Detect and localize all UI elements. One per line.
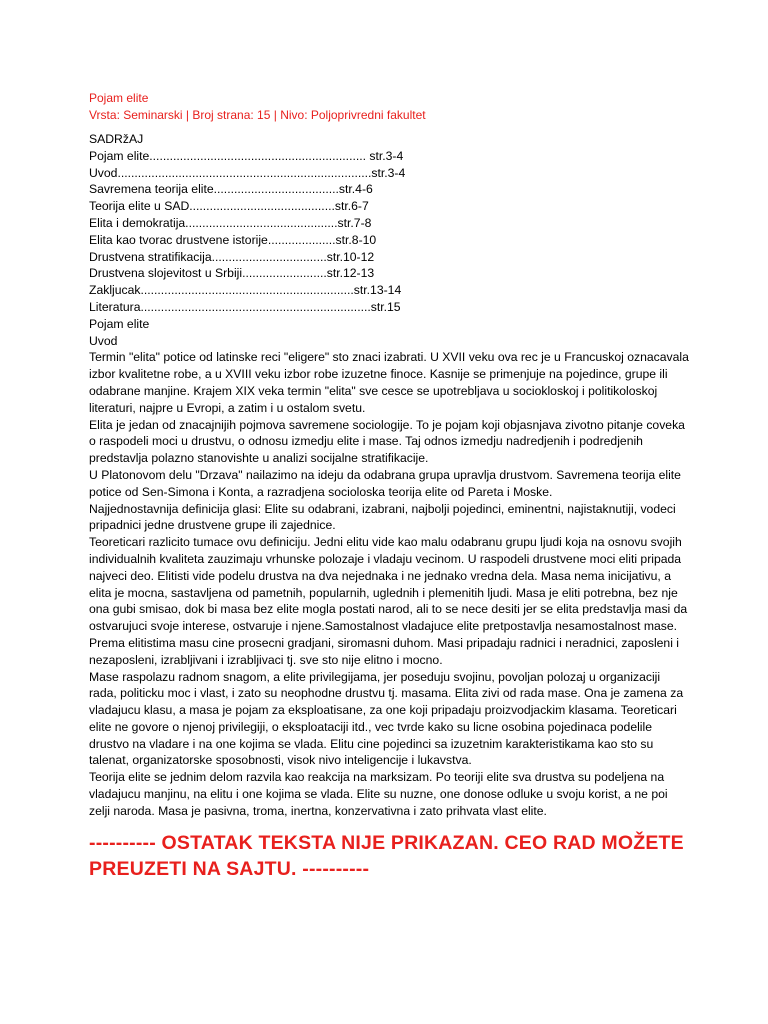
- document-meta: [89, 90, 689, 124]
- toc-heading: SADRžAJ: [89, 132, 144, 146]
- toc-item: Savremena teorija elite.....................................str.4-6: [89, 182, 373, 197]
- table-of-contents: [89, 131, 689, 316]
- meta-info: Vrsta: Seminarski | Broj strana: 15 | Nivo: Poljoprivredni fakultet: [89, 108, 426, 122]
- paragraph: Mase raspolazu radnom snagom, a elite privilegijama, jer poseduju svojinu, povoljan polozaj u organizaciji rada, politicku moc i vlast, i zato su neophodne drustvu tj. masama. Elita zivi od rada mase. Ona je zamena za vladajucu klasu, a masa je pojam za eksploatisane, za one koji pripadaju proizvodjackim klasama. Teoreticari elite ne govore o njenoj privilegiji, o eksploataciji itd., vec tvrde kako su licne osobina pojedinaca podelile drustvo na vladare i na one kojima se vlada. Elitu cine pojedinci sa izuzetnim karakteristikama kao sto su talenat, organizatorske sposobnosti, visok nivo inteligencije i lukavstva.: [89, 669, 684, 768]
- toc-item: Drustvena stratifikacija..................................str.10-12: [89, 249, 375, 264]
- toc-item: Drustvena slojevitost u Srbiji.........................str.12-13: [89, 266, 375, 281]
- toc-item: Elita kao tvorac drustvene istorije....................str.8-10: [89, 232, 377, 247]
- paragraph: Teoreticari razlicito tumace ovu definiciju. Jedni elitu vide kao malu odabranu grupu ljudi koja na osnovu svojih individualnih kvaliteta zauzimaju vrhunske polozaje i vladaju vecinom. U raspodeli drustvene moci eliti pripada najveci deo. Elitisti vide podelu drustva na dva nejednaka i ne jednako vredna dela. Masa nema inicijativu, a elita je mocna, sastavljena od pametnih, popularnih, uglednih i plemenitih ljudi. Masa je eliti potrebna, bez nje ona gubi smisao, dok bi masa bez elite mogla postati narod, ali to se nece desiti jer se elita predstavlja masi da ostvarujuci svoje interese, ostvaruje i njene.Samostalnost vladajuce elite pretpostavlja nesamostalnost mase.: [89, 535, 688, 634]
- paragraph: Termin "elita" potice od latinske reci "eligere" sto znaci izabrati. U XVII veku ova rec je u Francuskoj oznacavala izbor kvalitetne robe, a u XVIII veku izbor robe izuzetne finoce. Kasnije se primenjuje na pojedince, grupe ili odabrane manjine. Krajem XIX veka termin "elita" sve cesce se upotrebljava u sociokloskoj i politikoloskoj literaturi, najpre u Evropi, a zatim i u ostalom svetu.: [89, 350, 689, 415]
- paragraph: U Platonovom delu "Drzava" nailazimo na ideju da odabrana grupa upravlja drustvom. Savremena teorija elite potice od Sen-Simona i Konta, a razradjena socioloska teorija elite od Pareta i Moske.: [89, 467, 681, 499]
- meta-title: Pojam elite: [89, 91, 149, 105]
- paragraph: Elita je jedan od znacajnijih pojmova savremene sociologije. To je pojam koji objasnjava zivotno pitanje coveka o raspodeli moci u drustvu, o odnosu izmedju elite i mase. Taj odnos izmedju nadredjenih i podredjenih predstavlja polazno stanovishte u analizi socijalne stratifikacije.: [89, 417, 685, 466]
- section-title: Pojam elite: [89, 316, 150, 331]
- toc-item: Teorija elite u SAD...........................................str.6-7: [89, 199, 369, 214]
- toc-item: Uvod...........................................................................str.3-4: [89, 165, 406, 180]
- document-page: [89, 90, 689, 882]
- intro-title: Uvod: [89, 333, 118, 348]
- paragraph: Najjednostavnija definicija glasi: Elite su odabrani, izabrani, najbolji pojedinci, eminentni, najistaknutiji, vodeci pripadnici jedne drustvene grupe ili zajednice.: [89, 501, 676, 533]
- toc-item: Literatura....................................................................str.15: [89, 299, 401, 314]
- paragraph: Prema elitistima masu cine prosecni gradjani, siromasni duhom. Masi pripadaju radnici i neradnici, zaposleni i nezaposleni, izrabljivani i izrabljivaci tj. sve sto nije elitno i mocno.: [89, 635, 680, 667]
- truncation-notice: ---------- OSTATAK TEKSTA NIJE PRIKAZAN. CEO RAD MOŽETE PREUZETI NA SAJTU. ----------: [89, 831, 684, 880]
- toc-item: Pojam elite................................................................ str.3-4: [89, 148, 404, 163]
- document-body: [89, 349, 689, 819]
- toc-item: Elita i demokratija.............................................str.7-8: [89, 215, 372, 230]
- toc-item: Zakljucak...............................................................str.13-14: [89, 283, 402, 298]
- paragraph: Teorija elite se jednim delom razvila kao reakcija na marksizam. Po teoriji elite sva drustva su podeljena na vladajucu manjinu, na elitu i one kojima se vlada. Elite su nuzne, one donose odluke u svoju korist, a ne poi zelji naroda. Masa je pasivna, troma, inertna, konzervativna i zato prihvata vlast elite.: [89, 770, 668, 818]
